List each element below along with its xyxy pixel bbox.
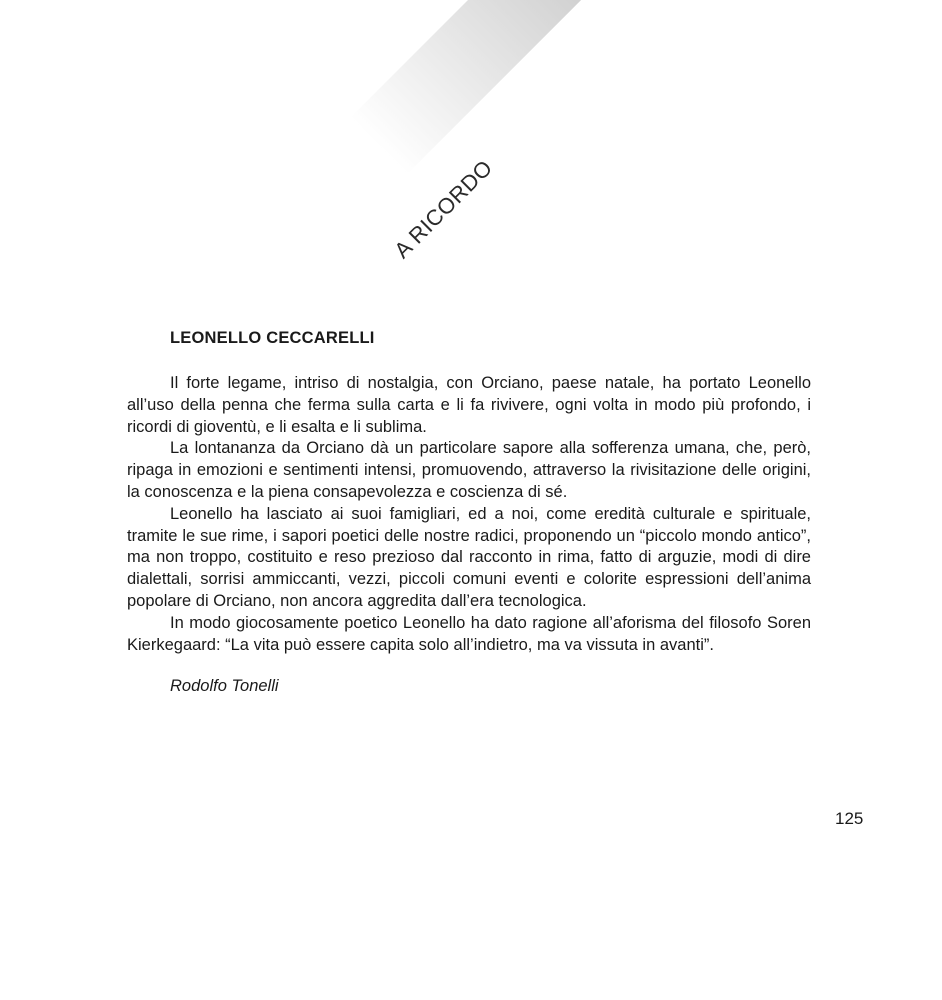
paragraph: In modo giocosamente poetico Leonello ha dato ragione all’aforisma del filosofo Soren Kierkegaard: “La vita può essere capita solo all’indietro, ma va vissuta in avanti”. xyxy=(127,613,811,654)
article-title: LEONELLO CECCARELLI xyxy=(170,329,375,347)
section-ribbon xyxy=(0,0,942,300)
paragraph: Il forte legame, intriso di nostalgia, con Orciano, paese natale, ha portato Leonello all’uso della penna che ferma sulla carta e li fa rivivere, ogni volta in modo più profondo, i ricordi di gioventù, e li esalta e li sublima. xyxy=(127,374,811,436)
article-body xyxy=(127,373,811,656)
author-signature: Rodolfo Tonelli xyxy=(170,677,279,695)
paragraph: La lontananza da Orciano dà un particolare sapore alla sofferenza umana, che, però, ripaga in emozioni e sentimenti intensi, promuovendo, attraverso la rivisitazione delle origini, la conoscenza e la piena consapevolezza e coscienza di sé. xyxy=(127,439,811,501)
ribbon-band xyxy=(350,0,689,175)
page-number: 125 xyxy=(835,809,864,828)
paragraph: Leonello ha lasciato ai suoi famigliari, ed a noi, come eredità culturale e spirituale, tramite le sue rime, i sapori poetici delle nostre radici, proponendo un “piccolo mondo antico”, ma non troppo, costituito e reso prezioso dal racconto in rima, fatto di arguzie, modi di dire dialettali, sorrisi ammiccanti, vezzi, piccoli comuni eventi e colorite espressioni dell’anima popolare di Orciano, non ancora aggredita dall’era tecnologica. xyxy=(127,504,811,610)
section-label: A RICORDO xyxy=(389,154,498,264)
